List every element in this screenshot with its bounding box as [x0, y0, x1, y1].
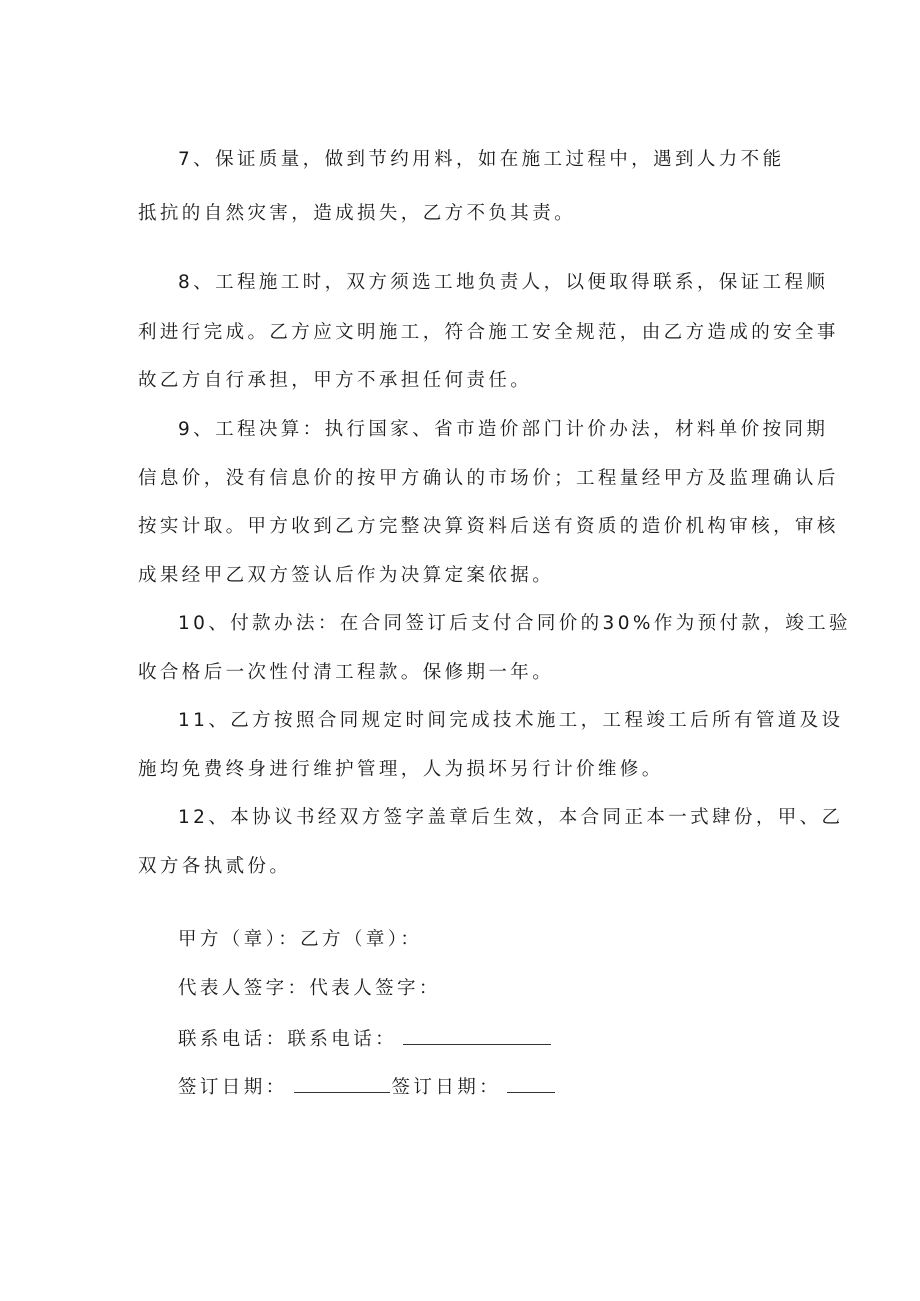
clause-11-line-2: 施均免费终身进行维护管理，人为损坏另行计价维修。 [138, 759, 664, 780]
date-line [178, 1074, 555, 1100]
clause-7-line-2: 抵抗的自然灾害，造成损失，乙方不负其责。 [138, 203, 577, 224]
clause-8-line-1: 8、工程施工时，双方须选工地负责人，以便取得联系，保证工程顺 [178, 272, 829, 293]
clause-9-line-3: 按实计取。甲方收到乙方完整决算资料后送有资质的造价机构审核，审核 [138, 516, 839, 537]
date-blank-a[interactable] [294, 1074, 390, 1093]
clause-8-line-2: 利进行完成。乙方应文明施工，符合施工安全规范，由乙方造成的安全事 [138, 322, 839, 343]
clause-12-line-1: 12、本协议书经双方签字盖章后生效，本合同正本一式肆份，甲、乙 [178, 807, 844, 828]
date-label-b: 签订日期： [391, 1077, 502, 1098]
clause-7-line-1: 7、保证质量，做到节约用料，如在施工过程中，遇到人力不能 [178, 149, 785, 170]
representative-line: 代表人签字：代表人签字： [178, 978, 441, 999]
clause-9-line-1: 9、工程决算：执行国家、省市造价部门计价办法，材料单价按同期 [178, 419, 829, 440]
date-blank-b[interactable] [507, 1074, 555, 1093]
clause-11-line-1: 11、乙方按照合同规定时间完成技术施工，工程竣工后所有管道及设 [178, 710, 844, 731]
clause-10-line-1: 10、付款办法：在合同签订后支付合同价的30%作为预付款，竣工验 [178, 613, 851, 634]
clause-9-line-4: 成果经甲乙双方签认后作为决算定案依据。 [138, 565, 555, 586]
clause-8-line-3: 故乙方自行承担，甲方不承担任何责任。 [138, 370, 533, 391]
seal-line: 甲方（章）：乙方（章）： [178, 929, 423, 950]
phone-blank[interactable] [403, 1026, 551, 1045]
phone-label: 联系电话：联系电话： [178, 1029, 398, 1050]
date-label-a: 签订日期： [178, 1077, 288, 1098]
clause-9-line-2: 信息价，没有信息价的按甲方确认的市场价；工程量经甲方及监理确认后 [138, 468, 839, 489]
phone-line [178, 1026, 551, 1052]
clause-10-line-2: 收合格后一次性付清工程款。保修期一年。 [138, 662, 555, 683]
clause-12-line-2: 双方各执贰份。 [138, 856, 292, 877]
